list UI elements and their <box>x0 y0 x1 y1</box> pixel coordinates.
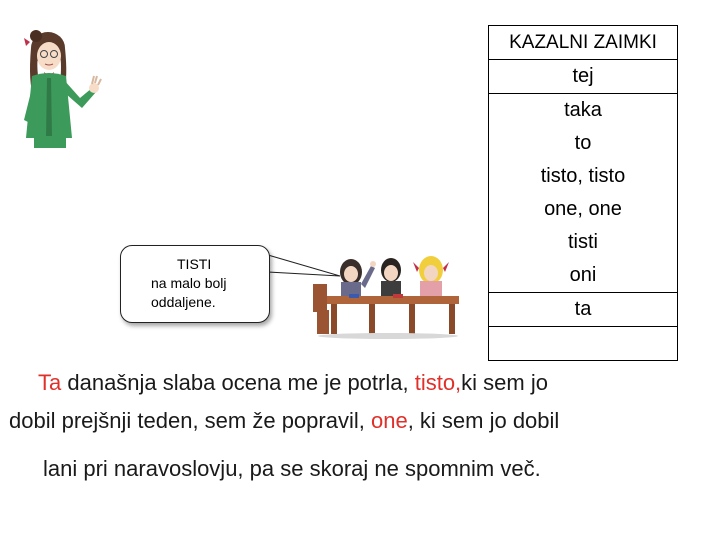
highlight-word: one <box>370 408 408 433</box>
table-header: KAZALNI ZAIMKI <box>489 26 678 60</box>
sentence-text: lani pri naravoslovju, pa se skoraj ne spomnim več. <box>43 456 541 481</box>
sentence-line <box>9 406 559 436</box>
table-row <box>489 60 678 94</box>
table-row <box>489 226 678 259</box>
sentence-text: dobil prejšnji teden, sem že popravil, <box>9 408 371 433</box>
sentence-line <box>43 454 541 484</box>
table-cell: tisti <box>489 226 678 259</box>
sentence-text: današnja slaba ocena me je potrla, <box>61 370 415 395</box>
teacher-illustration <box>14 28 106 150</box>
bubble-line: na malo bolj <box>151 275 227 291</box>
sentence-text: , ki sem jo dobil <box>407 408 560 433</box>
sentence-text: ki sem jo <box>461 370 548 395</box>
table-cell: to <box>489 127 678 160</box>
table-cell: oni <box>489 259 678 293</box>
table-row <box>489 193 678 226</box>
table-cell: tej <box>489 60 678 94</box>
table-row <box>489 293 678 327</box>
table-row <box>489 127 678 160</box>
table-cell <box>489 327 678 361</box>
demonstrative-pronouns-table <box>488 25 678 361</box>
speech-bubble <box>120 245 270 323</box>
table-row <box>489 94 678 128</box>
table-row <box>489 327 678 361</box>
table-cell: tisto, tisto <box>489 160 678 193</box>
highlight-word: tisto, <box>414 370 462 395</box>
table-cell: one, one <box>489 193 678 226</box>
table-row <box>489 259 678 293</box>
table-row <box>489 160 678 193</box>
bubble-line: oddaljene. <box>151 294 216 310</box>
highlight-word: Ta <box>38 370 62 395</box>
table-header-row <box>489 26 678 60</box>
sentence-line <box>38 368 548 398</box>
table-cell: ta <box>489 293 678 327</box>
students-at-desks-illustration <box>313 244 463 340</box>
table-cell: taka <box>489 94 678 128</box>
bubble-line: TISTI <box>177 256 212 272</box>
